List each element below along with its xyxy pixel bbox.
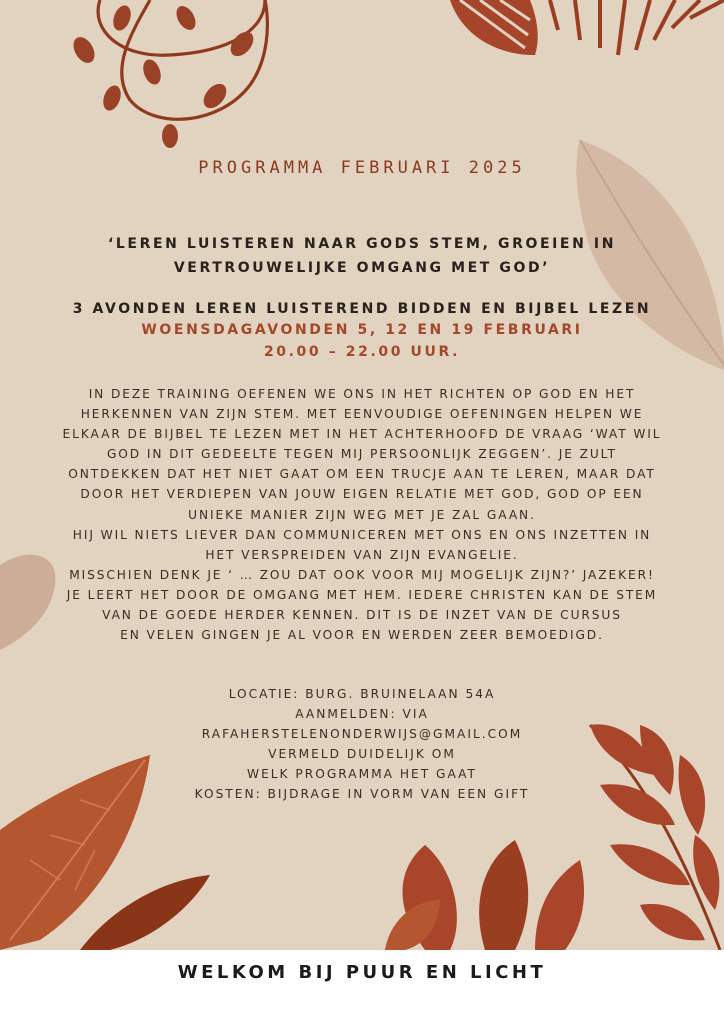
practical-info <box>100 684 624 805</box>
register-line: AANMELDEN: VIA <box>295 707 429 722</box>
description-line: UNIEKE MANIER ZIJN WEG MET JE ZAL GAAN. <box>188 507 536 522</box>
description-line: HERKENNEN VAN ZIJN STEM. MET EENVOUDIGE OEFENINGEN HELPEN WE <box>80 407 644 422</box>
cost-line: KOSTEN: BIJDRAGE IN VORM VAN EEN GIFT <box>194 787 530 802</box>
info-line: WELK PROGRAMMA HET GAAT <box>247 767 477 782</box>
quote-line: ‘LEREN LUISTEREN NAAR GODS STEM, GROEIEN IN <box>107 236 617 252</box>
description-line: VAN DE GOEDE HERDER KENNEN. DIT IS DE INZET VAN DE CURSUS <box>102 608 622 623</box>
info-line: VERMELD DUIDELIJK OM <box>268 747 456 762</box>
description-line: GOD IN DIT GEDEELTE TEGEN MIJ PERSOONLIJK ZEGGEN’. JE ZULT <box>106 447 618 462</box>
email-link[interactable]: RAFAHERSTELENONDERWIJS@GMAIL.COM <box>201 727 523 742</box>
description-line: EN VELEN GINGEN JE AL VOOR EN WERDEN ZEER BEMOEDIGD. <box>120 628 604 643</box>
quote-line: VERTROUWELIJKE OMGANG MET GOD’ <box>173 260 551 276</box>
course-time: 20.00 – 22.00 UUR. <box>263 344 461 360</box>
description-line: HET VERSPREIDEN VAN ZIJN EVANGELIE. <box>205 547 519 562</box>
footer-welcome-text: WELKOM BIJ PUUR EN LICHT <box>177 962 547 983</box>
brown-leaf-center-decoration <box>385 840 605 950</box>
description-line: DOOR HET VERDIEPEN VAN JOUW EIGEN RELATIE MET GOD, GOD OP EEN <box>80 487 644 502</box>
monstera-leaf-decoration <box>440 0 724 70</box>
description-line: HIJ WIL NIETS LIEVER DAN COMMUNICEREN MET ONS EN ONS INZETTEN IN <box>72 527 652 542</box>
description-line: MISSCHIEN DENK JE ‘ … ZOU DAT OOK VOOR MIJ MOGELIJK ZIJN?’ JAZEKER! <box>69 567 655 582</box>
description-line: ONTDEKKEN DAT HET NIET GAAT OM EEN TRUCJE AAN TE LEREN, MAAR DAT <box>68 467 656 482</box>
course-quote <box>0 232 724 280</box>
location-line: LOCATIE: BURG. BRUINELAAN 54A <box>228 687 496 701</box>
course-dates: WOENSDAGAVONDEN 5, 12 EN 19 FEBRUARI <box>141 322 583 338</box>
vine-decoration <box>60 0 290 160</box>
course-description <box>20 384 704 645</box>
description-line: JE LEERT HET DOOR DE OMGANG MET HEM. IEDERE CHRISTEN KAN DE STEM <box>66 587 658 602</box>
program-title: PROGRAMMA FEBRUARI 2025 <box>198 158 526 178</box>
description-line: ELKAAR DE BIJBEL TE LEZEN MET IN HET ACHTERHOOFD DE VRAAG ‘WAT WIL <box>62 427 662 442</box>
course-subtitle: 3 AVONDEN LEREN LUISTEREND BIDDEN EN BIJBEL LEZEN <box>72 301 652 317</box>
description-line: IN DEZE TRAINING OEFENEN WE ONS IN HET RICHTEN OP GOD EN HET <box>88 387 636 401</box>
